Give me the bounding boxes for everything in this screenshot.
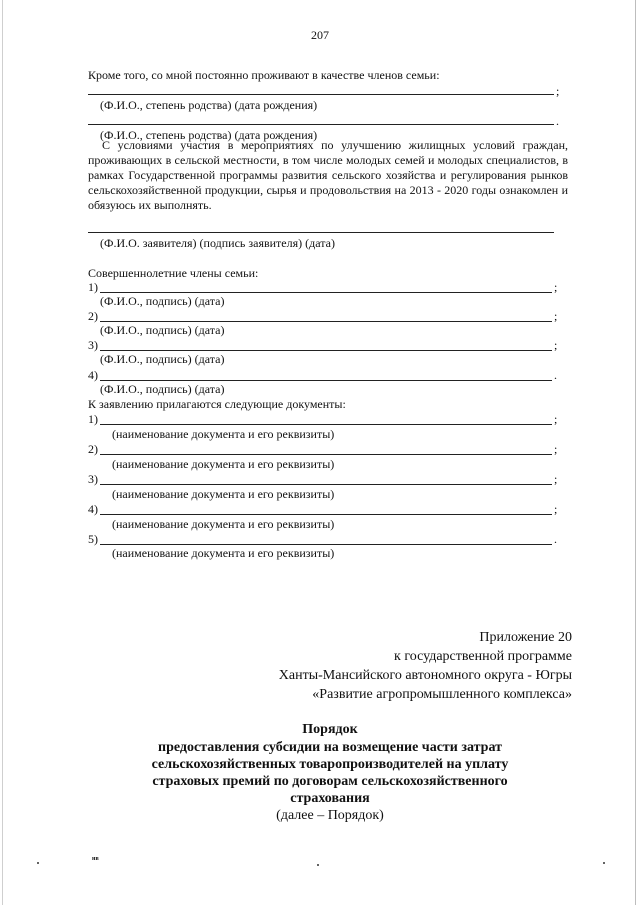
adult-member-line-4 (100, 380, 552, 381)
adult-member-line-2 (100, 321, 552, 322)
applicant-caption: (Ф.И.О. заявителя) (подпись заявителя) (дата) (100, 236, 335, 250)
appendix-line-2: к государственной программе (394, 649, 572, 664)
document-end-1: ; (554, 412, 558, 426)
footer-mark: нв (92, 856, 99, 862)
adult-member-end-2: ; (554, 309, 558, 323)
document-end-5: . (554, 532, 557, 546)
page-number: 207 (311, 28, 329, 42)
document-caption-3: (наименование документа и его реквизиты) (112, 487, 335, 501)
family-member-line-1 (88, 94, 554, 95)
family-member-line-2 (88, 124, 554, 125)
intro-line: Кроме того, со мной постоянно проживают в качестве членов семьи: (88, 68, 440, 82)
appendix-line-4: «Развитие агропромышленного комплекса» (312, 687, 572, 702)
adult-member-line-1 (100, 292, 552, 293)
order-title-line-2: сельскохозяйственных товаропроизводителей на уплату (151, 757, 509, 772)
document-caption-2: (наименование документа и его реквизиты) (112, 457, 335, 471)
document-line-5 (100, 544, 552, 545)
document-line-4 (100, 514, 552, 515)
adult-member-caption-3: (Ф.И.О., подпись) (дата) (100, 352, 225, 366)
documents-heading: К заявлению прилагаются следующие документы: (88, 397, 346, 411)
scan-speck-3 (603, 862, 605, 864)
order-note: (далее – Порядок) (276, 808, 384, 823)
family-member-caption-2: (Ф.И.О., степень родства) (дата рождения) (100, 128, 318, 142)
scan-edge-right (635, 0, 636, 905)
document-num-2: 2) (88, 442, 98, 456)
order-title-line-4: страхования (290, 791, 370, 806)
order-title-line-3: страховых премий по договорам сельскохозяйственного (152, 774, 508, 789)
document-num-4: 4) (88, 502, 98, 516)
adult-member-num-2: 2) (88, 309, 98, 323)
appendix-line-3: Ханты-Мансийского автономного округа - Югры (278, 668, 572, 683)
conditions-paragraph: С условиями участия в мероприятиях по улучшению жилищных условий граждан, проживающих в сельской местности, в том числе молодых семей и молодых специалистов, в рамках Государственной программы развития сельского хозяйства и регулирования рынков сельскохозяйственной продукции, сырья и продовольствия на 2013 - 2020 годы ознакомлен и обязуюсь их выполнять. (88, 138, 568, 212)
scan-speck-2 (317, 864, 319, 866)
document-caption-4: (наименование документа и его реквизиты) (112, 517, 335, 531)
document-end-3: ; (554, 472, 558, 486)
family-member-end-2: . (556, 114, 559, 128)
order-heading: Порядок (302, 722, 358, 737)
document-num-1: 1) (88, 412, 98, 426)
document-end-4: ; (554, 502, 558, 516)
adult-member-caption-1: (Ф.И.О., подпись) (дата) (100, 294, 225, 308)
scan-edge-left (2, 0, 3, 905)
adult-member-caption-2: (Ф.И.О., подпись) (дата) (100, 323, 225, 337)
scan-speck-1 (37, 862, 39, 864)
document-caption-1: (наименование документа и его реквизиты) (112, 427, 335, 441)
adult-members-heading: Совершеннолетние члены семьи: (88, 266, 259, 280)
family-member-caption-1: (Ф.И.О., степень родства) (дата рождения) (100, 98, 318, 112)
document-num-5: 5) (88, 532, 98, 546)
document-end-2: ; (554, 442, 558, 456)
document-num-3: 3) (88, 472, 98, 486)
adult-member-num-4: 4) (88, 368, 98, 382)
document-line-2 (100, 454, 552, 455)
adult-member-end-1: ; (554, 280, 558, 294)
order-title-line-1: предоставления субсидии на возмещение части затрат (158, 740, 502, 755)
adult-member-num-3: 3) (88, 338, 98, 352)
family-member-end-1: ; (556, 84, 560, 98)
appendix-line-1: Приложение 20 (479, 630, 572, 645)
document-caption-5: (наименование документа и его реквизиты) (112, 546, 335, 560)
adult-member-caption-4: (Ф.И.О., подпись) (дата) (100, 382, 225, 396)
adult-member-line-3 (100, 350, 552, 351)
adult-member-end-3: ; (554, 338, 558, 352)
adult-member-end-4: . (554, 368, 557, 382)
document-line-1 (100, 424, 552, 425)
document-line-3 (100, 484, 552, 485)
applicant-line (88, 232, 554, 233)
adult-member-num-1: 1) (88, 280, 98, 294)
